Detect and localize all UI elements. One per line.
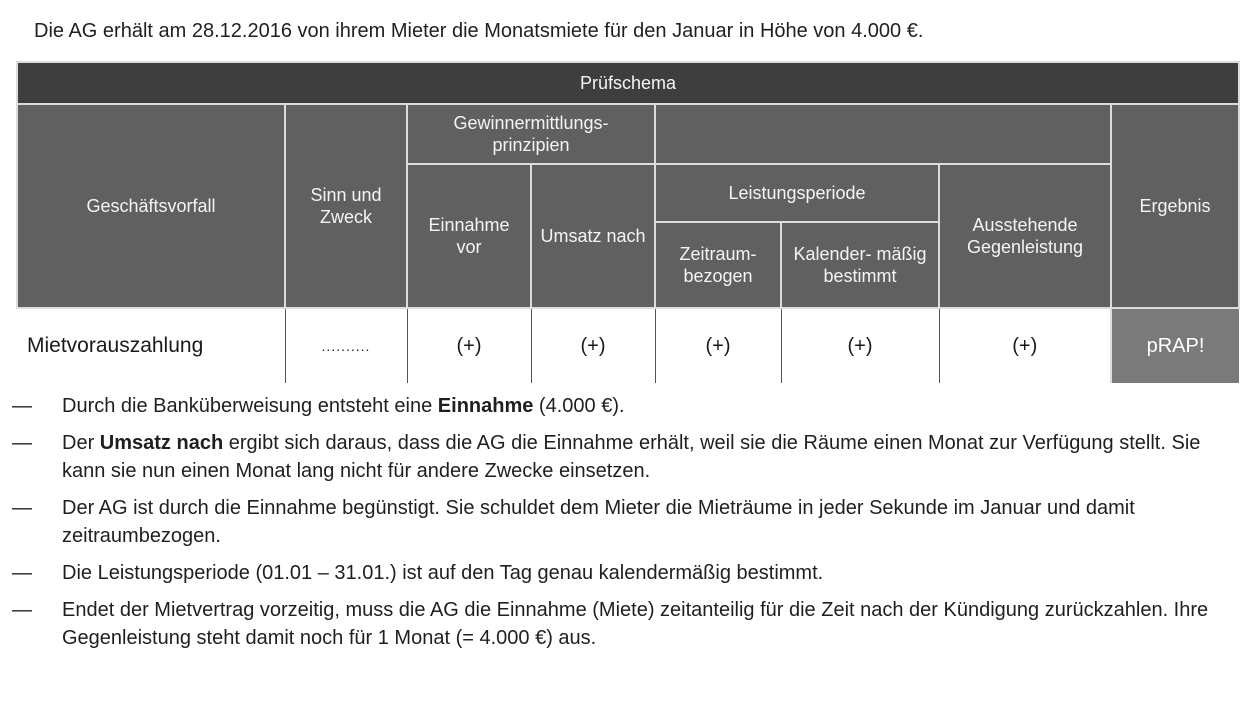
pruefschema-table xyxy=(16,61,1240,383)
cell-einnahme-vor: (+) xyxy=(407,308,531,383)
header-empty-group xyxy=(655,104,1111,164)
header-ergebnis: Ergebnis xyxy=(1111,104,1239,308)
list-item xyxy=(0,494,1240,550)
bullet-5-text: Endet der Mietvertrag vorzeitig, muss die AG die Einnahme (Miete) zeitanteilig für die Zeit nach der Kündigung zurückzahlen. Ihre Gegenleistung steht damit noch für 1 Monat (= 4.000 €) aus. xyxy=(62,599,1209,649)
dash-marker: — xyxy=(12,432,32,454)
list-item xyxy=(0,429,1240,485)
cell-ergebnis: pRAP! xyxy=(1111,308,1239,383)
bullet-1-text-post: (4.000 €). xyxy=(533,395,625,417)
dash-marker: — xyxy=(12,562,32,584)
header-einnahme-vor: Einnahme vor xyxy=(407,164,531,308)
header-zeitraumbezogen: Zeitraum- bezogen xyxy=(655,222,781,308)
list-item xyxy=(0,559,1240,587)
header-umsatz-nach: Umsatz nach xyxy=(531,164,655,308)
dash-marker: — xyxy=(12,497,32,519)
header-kalendermaessig-bestimmt: Kalender- mäßig bestimmt xyxy=(781,222,939,308)
table-title: Prüfschema xyxy=(17,62,1239,104)
bullet-3-text: Der AG ist durch die Einnahme begünstigt. Sie schuldet dem Mieter die Mieträume in jeder Sekunde im Januar und damit zeitraumbezogen. xyxy=(62,497,1135,547)
list-item xyxy=(0,596,1240,652)
dash-marker: — xyxy=(12,395,32,417)
bullet-2-text-bold: Umsatz nach xyxy=(99,432,224,454)
bullet-2-text-post: ergibt sich daraus, dass die AG die Einnahme erhält, weil sie die Räume einen Monat zur Verfügung stellt. Sie kann sie nun einen Monat lang nicht für andere Zwecke einsetzen. xyxy=(62,432,1201,482)
header-gewinnermittlungsprinzipien: Gewinnermittlungs- prinzipien xyxy=(407,104,655,164)
table-header-row-1 xyxy=(17,104,1239,164)
explanation-list xyxy=(0,392,1240,661)
bullet-4-text: Die Leistungsperiode (01.01 – 31.01.) ist auf den Tag genau kalendermäßig bestimmt. xyxy=(62,562,824,584)
header-ausstehende-gegenleistung: Ausstehende Gegenleistung xyxy=(939,164,1111,308)
cell-geschaeftsvorfall: Mietvorauszahlung xyxy=(17,308,285,383)
intro-text: Die AG erhält am 28.12.2016 von ihrem Mieter die Monatsmiete für den Januar in Höhe von 4.000 €. xyxy=(34,20,924,42)
header-geschaeftsvorfall: Geschäftsvorfall xyxy=(17,104,285,308)
header-leistungsperiode: Leistungsperiode xyxy=(655,164,939,222)
cell-kalendermaessig-bestimmt: (+) xyxy=(781,308,939,383)
dash-marker: — xyxy=(12,599,32,621)
table-row xyxy=(17,308,1239,383)
cell-ausstehende-gegenleistung: (+) xyxy=(939,308,1111,383)
bullet-2-text-pre: Der xyxy=(62,432,100,454)
table-title-row xyxy=(17,62,1239,104)
bullet-1-text-bold: Einnahme xyxy=(437,395,534,417)
list-item xyxy=(0,392,1240,420)
header-sinn-und-zweck: Sinn und Zweck xyxy=(285,104,407,308)
cell-sinn-und-zweck: .......... xyxy=(285,308,407,383)
cell-umsatz-nach: (+) xyxy=(531,308,655,383)
cell-zeitraumbezogen: (+) xyxy=(655,308,781,383)
bullet-1-text-pre: Durch die Banküberweisung entsteht eine xyxy=(62,395,438,417)
